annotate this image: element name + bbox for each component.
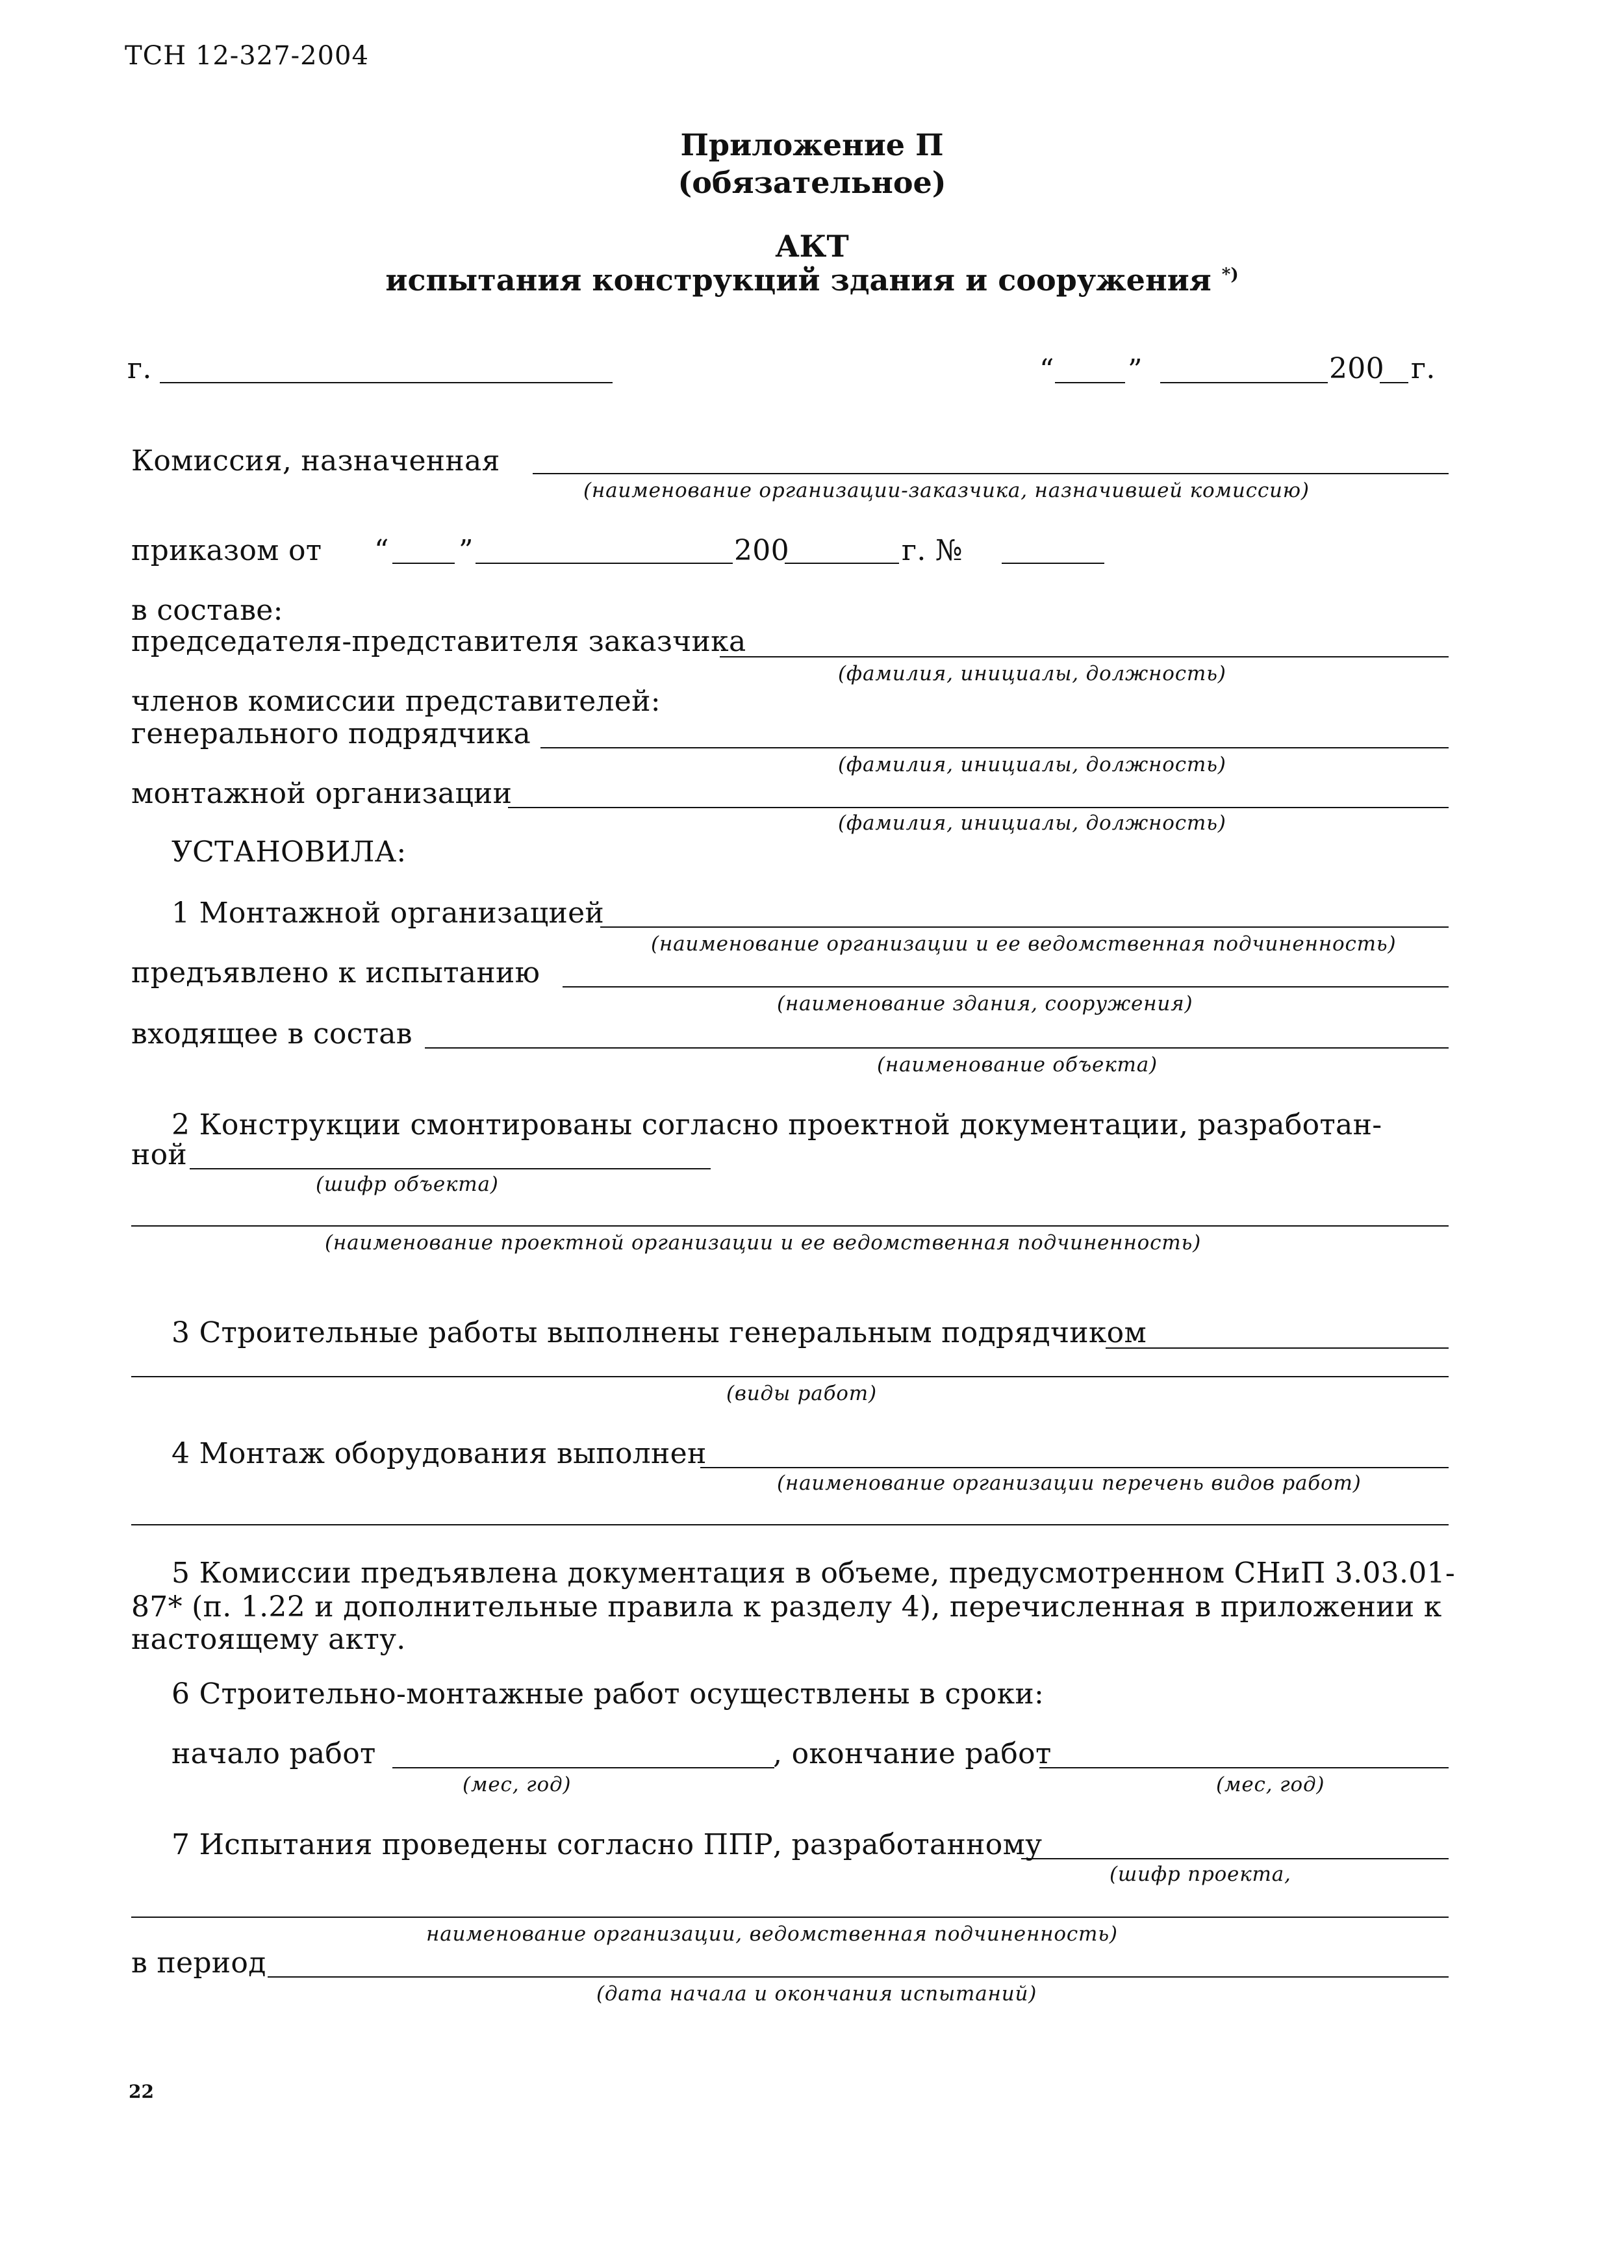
footnote-mark: *) [1221,264,1239,285]
order-number-field[interactable] [1002,563,1104,564]
appendix-title: Приложение П [680,127,944,162]
item1-org-field[interactable] [600,926,1449,928]
item1-text: 1 Монтажной организацией [171,897,605,930]
item7-project-field[interactable] [1021,1858,1449,1859]
item5-line1: 5 Комиссии предъявлена документация в объеме, предусмотренном СНиП 3.03.01- [171,1557,1455,1590]
item2-design-org-hint: (наименование проектной организации и ее ведомственная подчиненность) [325,1231,1202,1255]
item1-building-hint: (наименование здания, сооружения) [777,992,1193,1015]
order-year-prefix: 200 [734,534,789,567]
city-field[interactable] [160,382,613,383]
chairman-field[interactable] [720,656,1449,657]
item3-contractor-field[interactable] [1106,1347,1449,1349]
document-code: ТСН 12-327-2004 [125,41,369,71]
order-label: приказом от [131,534,322,567]
item5-line3: настоящему акту. [131,1623,406,1656]
order-close-quote: ” [459,534,474,567]
chairman-label: председателя-представителя заказчика [131,625,746,658]
installer-label: монтажной организации [131,777,513,810]
item3-works-field[interactable] [131,1376,1449,1377]
item7-org-field[interactable] [131,1917,1449,1918]
item7-text: 7 Испытания проведены согласно ППР, разработанному [171,1828,1043,1861]
close-quote: ” [1128,353,1143,387]
item1-object-field[interactable] [425,1047,1449,1049]
item6-end-label: , окончание работ [773,1737,1052,1770]
item4-org-hint: (наименование организации перечень видов работ) [777,1472,1362,1495]
installer-field[interactable] [508,807,1449,808]
established-label: УСТАНОВИЛА: [171,835,407,869]
year-field[interactable] [1380,382,1408,383]
item6-end-field[interactable] [1039,1767,1449,1768]
item1-org-hint: (наименование организации и ее ведомственная подчиненность) [651,932,1397,956]
general-contractor-label: генерального подрядчика [131,717,531,750]
year-suffix: г. [1411,352,1436,385]
appendix-subtitle: (обязательное) [678,165,946,200]
item1-building-field[interactable] [563,986,1449,987]
chairman-hint: (фамилия, инициалы, должность) [838,662,1226,685]
item7-period-hint: (дата начала и окончания испытаний) [596,1982,1037,2006]
item2-code-field[interactable] [190,1168,711,1169]
commission-label: Комиссия, назначенная [131,444,500,478]
act-subtitle: испытания конструкций здания и сооружения *) [385,262,1239,298]
item1-part-of-label: входящее в состав [131,1017,412,1051]
open-quote: “ [1039,353,1054,387]
month-field[interactable] [1160,382,1328,383]
item3-works-hint: (виды работ) [726,1382,877,1405]
order-number-label: г. № [902,534,963,567]
item1-object-hint: (наименование объекта) [877,1053,1158,1077]
city-prefix: г. [127,352,152,385]
page-number: 22 [129,2081,154,2102]
item6-start-field[interactable] [392,1767,774,1768]
item6-text: 6 Строительно-монтажные работ осуществлены в сроки: [171,1677,1045,1711]
item5-line2: 87* (п. 1.22 и дополнительные правила к разделу 4), перечисленная в приложении к [131,1590,1442,1624]
item4-extra-field[interactable] [131,1524,1449,1525]
item6-start-hint: (мес, год) [463,1773,572,1796]
composition-label: в составе: [131,594,283,627]
commission-org-hint: (наименование организации-заказчика, назначившей комиссию) [583,479,1310,502]
item4-org-field[interactable] [700,1467,1449,1468]
item4-text: 4 Монтаж оборудования выполнен [171,1437,707,1470]
year-prefix: 200 [1329,352,1384,385]
item1-presented-label: предъявлено к испытанию [131,956,540,989]
members-label: членов комиссии представителей: [131,685,661,718]
item3-text: 3 Строительные работы выполнены генеральным подрядчиком [171,1316,1147,1349]
item7-period-label: в период [131,1946,266,1980]
item7-period-field[interactable] [268,1976,1449,1978]
day-field[interactable] [1055,382,1125,383]
order-month-field[interactable] [476,563,733,564]
order-day-field[interactable] [392,563,455,564]
item7-project-hint: (шифр проекта, [1110,1863,1291,1886]
order-open-quote: “ [374,534,389,567]
general-contractor-field[interactable] [540,747,1449,748]
commission-org-field[interactable] [533,473,1449,474]
installer-hint: (фамилия, инициалы, должность) [838,811,1226,835]
order-year-field[interactable] [785,563,899,564]
item6-start-label: начало работ [171,1737,376,1770]
item2-line1: 2 Конструкции смонтированы согласно проектной документации, разработан- [171,1108,1382,1141]
item2-line2: ной [131,1138,188,1171]
item2-design-org-field[interactable] [131,1225,1449,1227]
item7-org-hint: наименование организации, ведомственная подчиненность) [426,1922,1118,1946]
general-contractor-hint: (фамилия, инициалы, должность) [838,753,1226,776]
item2-code-hint: (шифр объекта) [316,1173,499,1196]
act-title: АКТ [775,229,849,264]
item6-end-hint: (мес, год) [1216,1773,1325,1796]
